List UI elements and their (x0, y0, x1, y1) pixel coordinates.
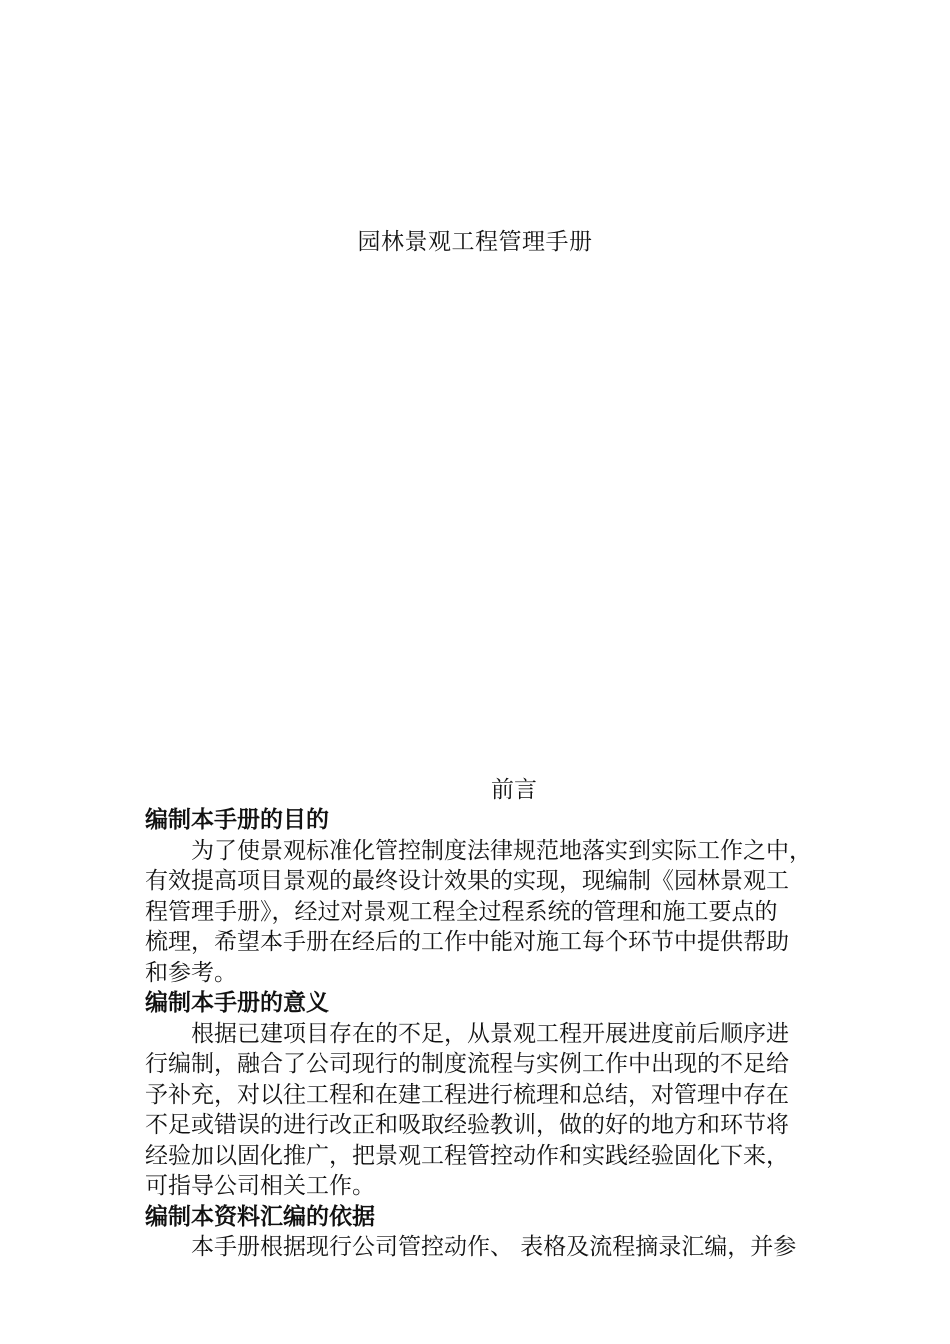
section-heading-significance: 编制本手册的意义 (145, 990, 329, 1016)
paragraph-line: 为了使景观标准化管控制度法律规范地落实到实际工作之中， (191, 837, 812, 864)
paragraph-line: 予补充，对以往工程和在建工程进行梳理和总结，对管理中存在 (145, 1081, 789, 1108)
section-paragraph-purpose (145, 836, 810, 989)
document-body (145, 805, 810, 1263)
paragraph-line: 有效提高项目景观的最终设计效果的实现，现编制《园林景观工 (145, 868, 789, 894)
document-title: 园林景观工程管理手册 (357, 229, 593, 255)
paragraph-line: 行编制，融合了公司现行的制度流程与实例工作中出现的不足给 (145, 1051, 789, 1077)
section-heading-basis: 编制本资料汇编的依据 (145, 1203, 375, 1230)
paragraph-line: 和参考。 (145, 959, 237, 986)
paragraph-line: 梳理，希望本手册在经后的工作中能对施工每个环节中提供帮助 (145, 929, 789, 955)
section-heading-purpose: 编制本手册的目的 (145, 807, 329, 833)
section-paragraph-significance (145, 1019, 810, 1202)
paragraph-line: 经验加以固化推广，把景观工程管控动作和实践经验固化下来， (145, 1142, 789, 1169)
preface-title: 前言 (491, 777, 537, 803)
section-paragraph-basis (145, 1232, 810, 1263)
paragraph-line: 本手册根据现行公司管控动作、 表格及流程摘录汇编，并参 (191, 1234, 797, 1260)
paragraph-line: 不足或错误的进行改正和吸取经验教训，做的好的地方和环节将 (145, 1112, 789, 1138)
paragraph-line: 程管理手册》，经过对景观工程全过程系统的管理和施工要点的 (145, 898, 778, 925)
paragraph-line: 根据已建项目存在的不足，从景观工程开展进度前后顺序进 (191, 1020, 789, 1047)
paragraph-line: 可指导公司相关工作。 (145, 1173, 375, 1199)
